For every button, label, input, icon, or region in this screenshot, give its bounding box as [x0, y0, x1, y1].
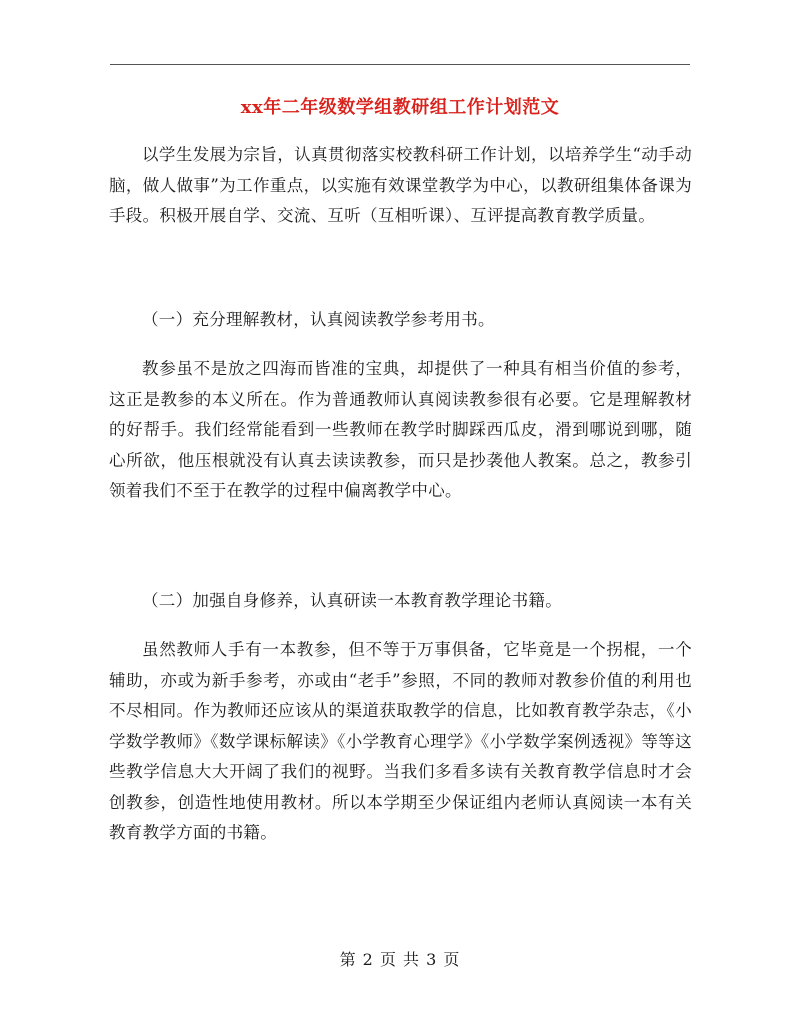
- header-rule: [110, 64, 690, 65]
- document-title: xx年二年级数学组教研组工作计划范文: [240, 97, 560, 118]
- section-paragraph-2: 虽然教师人手有一本教参，但不等于万事俱备，它毕竟是一个拐棍，一个辅助，亦或为新手参考，亦或由“老手”参照，不同的教师对教参价值的利用也不尽相同。作为教师还应该从的渠道获取教学的信息，比如教育教学杂志，《小学数学教师》《数学课标解读》《小学教育心理学》《小学数学案例透视》等等这些教学信息大大开阔了我们的视野。当我们多看多读有关教育教学信息时才会创教参，创造性地使用教材。所以本学期至少保证组内老师认真阅读一本有关教育教学方面的书籍。: [109, 640, 692, 842]
- section-paragraph-1: 教参虽不是放之四海而皆准的宝典，却提供了一种具有相当价值的参考，这正是教参的本义所在。作为普通教师认真阅读教参很有必要。它是理解教材的好帮手。我们经常能看到一些教师在教学时脚踩西瓜皮，滑到哪说到哪，随心所欲，他压根就没有认真去读读教参，而只是抄袭他人教案。总之，教参引领着我们不至于在教学的过程中偏离教学中心。: [109, 359, 692, 500]
- intro-paragraph: 以学生发展为宗旨，认真贯彻落实校教科研工作计划，以培养学生“动手动脑，做人做事”为工作重点，以实施有效课堂教学为中心，以教研组集体备课为手段。积极开展自学、交流、互听（互相听课）、互评提高教育教学质量。: [109, 145, 692, 225]
- page-footer: 第 2 页 共 3 页: [339, 950, 461, 969]
- section-heading-2: （二）加强自身修养，认真研读一本教育教学理论书籍。: [142, 591, 562, 610]
- section-heading-1: （一）充分理解教材，认真阅读教学参考用书。: [142, 310, 495, 329]
